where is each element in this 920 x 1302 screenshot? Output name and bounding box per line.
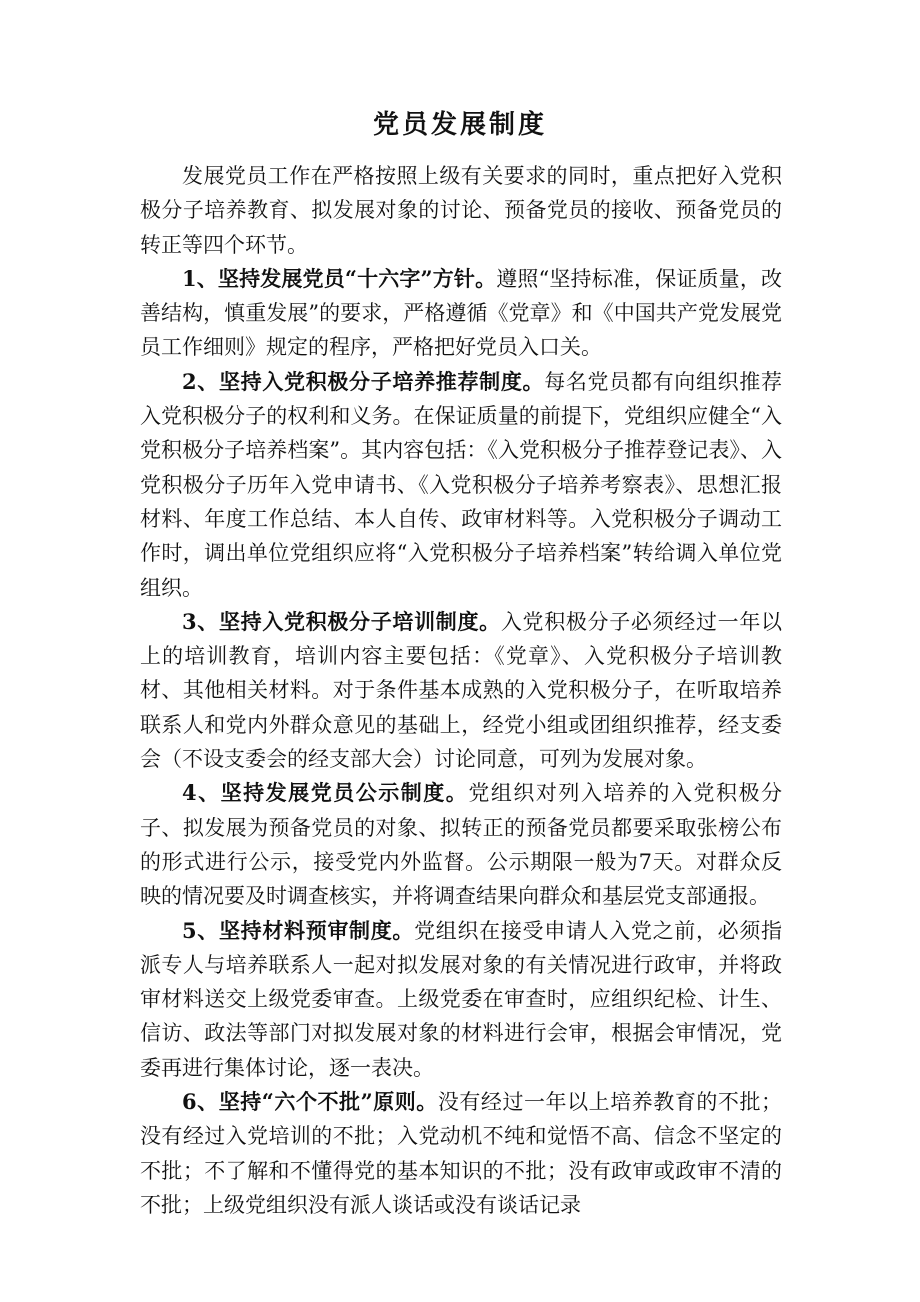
intro-paragraph: 发展党员工作在严格按照上级有关要求的同时，重点把好入党积极分子培养教育、拟发展对象的讨论、预备党员的接收、预备党员的转正等四个环节。	[140, 164, 782, 257]
section-paragraph-2	[140, 365, 782, 605]
section-paragraph-3	[140, 605, 782, 776]
section-text-4: 党组织对列入培养的入党积极分子、拟发展为预备党员的对象、拟转正的预备党员都要采取张榜公布的形式进行公示，接受党内外监督。公示期限一般为7天。对群众反映的情况要及时调查核实，并将调查结果向群众和基层党支部通报。	[140, 781, 782, 909]
section-text-1: 遵照“坚持标准，保证质量，改善结构，慎重发展”的要求，严格遵循《党章》和《中国共产党发展党员工作细则》规定的程序，严格把好党员入口关。	[140, 266, 782, 360]
section-text-3: 入党积极分子必须经过一年以上的培训教育，培训内容主要包括：《党章》、入党积极分子培训教材、其他相关材料。对于条件基本成熟的入党积极分子，在听取培养联系人和党内外群众意见的基础上，经党小组或团组织推荐，经支委会（不设支委会的经支部大会）讨论同意，可列为发展对象。	[140, 609, 782, 772]
section-heading-2: 2、坚持入党积极分子培养推荐制度。	[182, 368, 545, 394]
section-paragraph-5	[140, 914, 782, 1085]
section-heading-6: 6、坚持“六个不批”原则。	[182, 1089, 438, 1115]
section-paragraph-1	[140, 262, 782, 365]
section-heading-1: 1、坚持发展党员“十六字”方针。	[182, 265, 497, 291]
section-heading-5: 5、坚持材料预审制度。	[182, 917, 415, 943]
section-text-2: 每名党员都有向组织推荐入党积极分子的权利和义务。在保证质量的前提下，党组织应健全“入党积极分子培养档案”。其内容包括：《入党积极分子推荐登记表》、入党积极分子历年入党申请书、《入党积极分子培养考察表》、思想汇报材料、年度工作总结、本人自传、政审材料等。入党积极分子调动工作时，调出单位党组织应将“入党积极分子培养档案”转给调入单位党组织。	[140, 369, 782, 600]
section-paragraph-4	[140, 776, 782, 913]
document-body	[140, 159, 782, 1222]
section-text-5: 党组织在接受申请人入党之前，必须指派专人与培养联系人一起对拟发展对象的有关情况进行政审，并将政审材料送交上级党委审查。上级党委在审查时，应组织纪检、计生、信访、政法等部门对拟发展对象的材料进行会审，根据会审情况，党委再进行集体讨论，逐一表决。	[140, 918, 782, 1080]
section-heading-4: 4、坚持发展党员公示制度。	[182, 780, 469, 806]
section-heading-3: 3、坚持入党积极分子培训制度。	[182, 608, 501, 634]
document-title: 党员发展制度	[372, 110, 547, 140]
section-paragraph-6	[140, 1085, 782, 1222]
section-text-6: 没有经过一年以上培养教育的不批；没有经过入党培训的不批；入党动机不纯和觉悟不高、信念不坚定的不批；不了解和不懂得党的基本知识的不批；没有政审或政审不清的不批；上级党组织没有派人谈话或没有谈话记录	[140, 1090, 782, 1217]
